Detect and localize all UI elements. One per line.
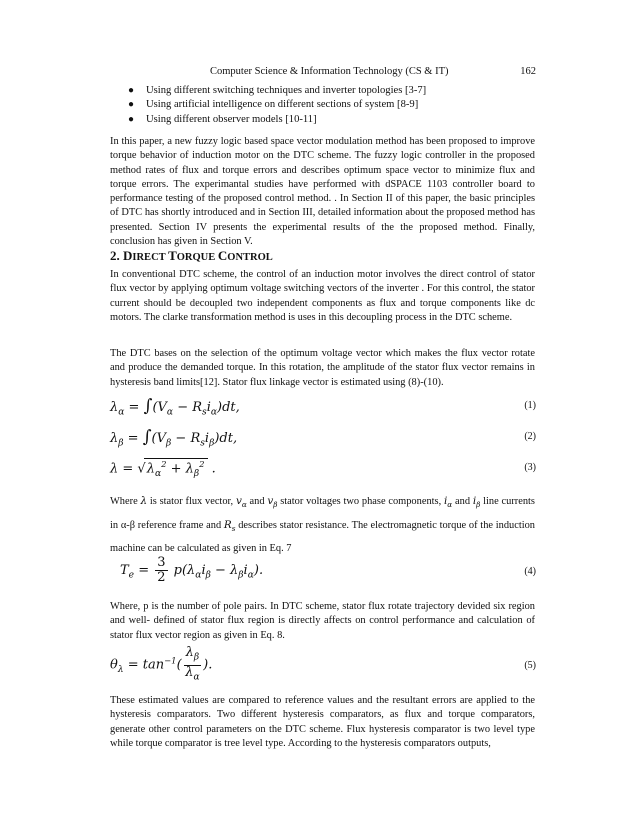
pole-paragraph: Where, p is the number of pole pairs. In DTC scheme, stator flux rotate trajectory devided six region and well- defined of stator flux region is directly affects on control performance and calculation of stator flux vector region as given in Eq. 8.	[110, 601, 535, 641]
equation-number: (2)	[524, 431, 536, 442]
where-paragraph: Where λ is stator flux vector, $v_\alpha$ and $v_\beta$ stator voltages two phase components, $i_\alpha$ and $i_\beta$ line currents in α-β reference frame and $R_s$ describes stator resistance. The electromagnetic torque of the induction machine can be calculated as given in Eq. 7	[110, 495, 535, 555]
equation-1: $\lambda_\alpha = \int(V_\alpha - R_si_\alpha)dt$, (1)	[110, 396, 536, 418]
page-number: 162	[520, 66, 536, 77]
list-item: ● Using different observer models [10-11]	[124, 113, 544, 127]
equation-number: (4)	[524, 566, 536, 577]
list-item: ● Using artificial intelligence on different sections of system [8-9]	[124, 98, 544, 112]
dtc-paragraph-2: The DTC bases on the selection of the optimum voltage vector which makes the flux vector rotate and produce the demanded torque. In this rotation, the amplitude of the stator flux vector remains in hysteresis band limits[12]. Stator flux linkage vector is estimated using (8)-(10).	[110, 348, 535, 388]
bullet-list	[124, 84, 544, 127]
equation-number: (3)	[524, 462, 536, 473]
bullet-icon: ●	[128, 99, 135, 111]
bullet-icon: ●	[128, 113, 135, 125]
equation-3: $\lambda = √\lambda_\alpha^2 + \lambda_\beta^2$ . (3)	[110, 459, 536, 479]
journal-title: Computer Science & Information Technology (CS & IT)	[210, 66, 449, 77]
list-item: ● Using different switching techniques and inverter topologies [3-7]	[124, 84, 544, 98]
equation-number: (1)	[524, 400, 536, 411]
equation-4: $T_e$ = $\frac{3}{2}$ $p(\lambda_\alpha i_\beta - \lambda_\beta i_\alpha)$. (4)	[120, 555, 536, 585]
equation-2: $\lambda_\beta = \int(V_\beta - R_si_\beta)dt$, (2)	[110, 427, 536, 449]
dtc-paragraph-1: In conventional DTC scheme, the control of an induction motor involves the direct control of stator flux vector by applying optimum voltage switching vectors of the inverter . For this control, the stator current should be decoupled two independent components as flux and torque components like dc motors. The clarke transformation method is uses in this decoupling process in the DTC scheme.	[110, 269, 535, 323]
final-paragraph: These estimated values are compared to reference values and the resultant errors are applied to the hysteresis comparators. Two different hysteresis comparators, as flux and torque comparators, generate other control parameters on the DTC scheme. Flux hysteresis comparator is two level type while torque comparator is tree level type. According to the hysteresis comparators outputs,	[110, 695, 535, 749]
equation-number: (5)	[524, 660, 536, 671]
bullet-icon: ●	[128, 85, 135, 96]
intro-paragraph: In this paper, a new fuzzy logic based space vector modulation method has been proposed to improve torque behavior of induction motor on the DTC scheme. The fuzzy logic controller in the proposed method rates of flux and torque errors and describes optimum space vector to minimize flux and torque errors. The experimantal studies have performed with dSPACE 1103 controller board to performance testing of the proposed control method. . In Section II of this paper, the basic principles of DTC has shortly introduced and in Section III, detailed information about the proposed method has presented. Section IV presents the experimental results of the the proposed method. Finally, conclusion has given in Section V.	[110, 136, 535, 248]
equation-5: $\theta_\lambda = \tan^{-1}$( $\frac{\lambda_\beta}{\lambda_\alpha}$ ). (5)	[110, 645, 536, 683]
section-heading: 2. DIRECT TORQUE CONTROL	[110, 248, 273, 263]
